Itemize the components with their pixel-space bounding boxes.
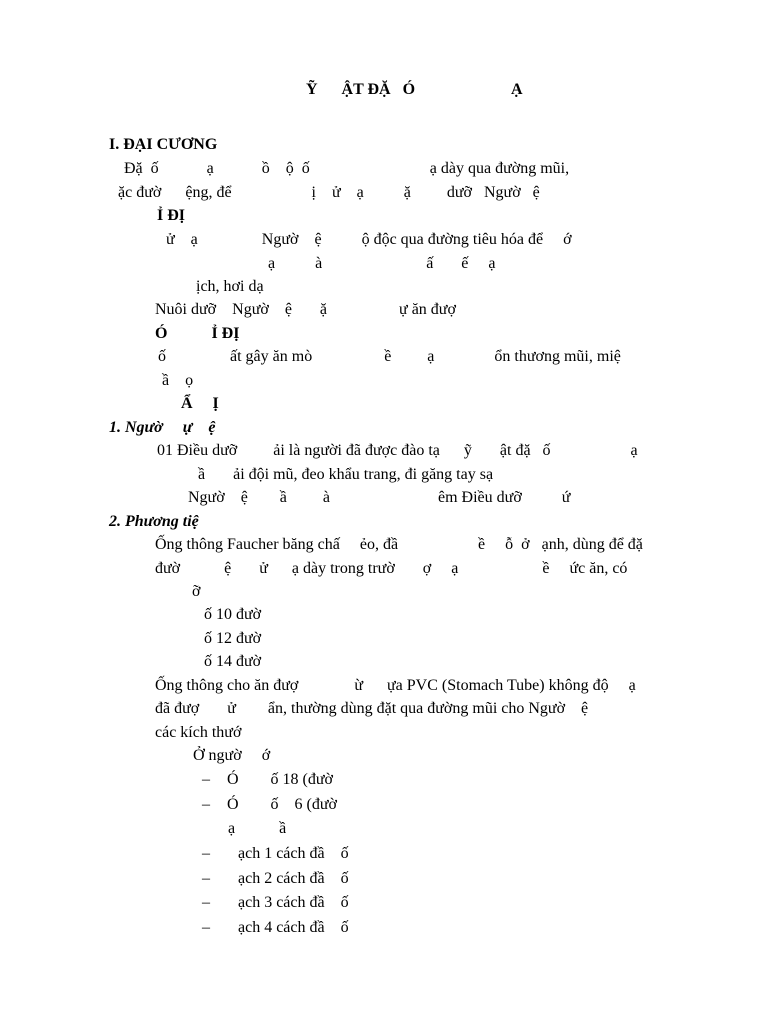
- nguoi-thuc-hien-line-1: 01 Điều dưỡ ải là người đã được đào tạ ỹ ật đặ ố ạ: [157, 442, 638, 459]
- chi-dinh-heading: Ỉ ĐỊ: [157, 207, 186, 224]
- list-dash: –: [202, 845, 210, 862]
- list-dash: –: [202, 771, 210, 788]
- size-item: ố 10 đườ: [204, 606, 262, 623]
- mark-item: ạch 2 cách đầ ố: [238, 870, 349, 887]
- mark-item: ạch 3 cách đầ ố: [238, 894, 349, 911]
- chi-dinh-line-1: ử ạ Ngườ ệ ộ độc qua đường tiêu hóa để ớ: [166, 231, 572, 248]
- stomach-tube-line-2: đã đượ ử ẩn, thường dùng đặt qua đường mũi cho Ngườ ệ: [155, 700, 589, 717]
- mark-item: ạch 1 cách đầ ố: [238, 845, 349, 862]
- section-heading-phuong-tien: 2. Phương tiệ: [109, 513, 199, 530]
- list-dash: –: [202, 919, 210, 936]
- size-item: ố 14 đườ: [204, 653, 262, 670]
- intro-line-2: ặc đườ ệng, để ị ử ạ ặ dưỡ Ngườ ệ: [118, 184, 540, 201]
- section-heading-nguoi-thuc-hien: 1. Ngườ ự ệ: [109, 419, 216, 436]
- faucher-line-1: Ống thông Faucher băng chấ ẻo, đầ ề ỗ ở ạnh, dùng để đặ: [155, 536, 643, 553]
- mark-item: ạch 4 cách đầ ố: [238, 919, 349, 936]
- list-dash: –: [202, 870, 210, 887]
- adult-item: Ó ố 18 (đườ: [227, 771, 334, 788]
- chong-chi-dinh-line-2: ầ ọ: [162, 372, 194, 389]
- chi-dinh-line-3: ịch, hơi dạ: [196, 278, 264, 295]
- stomach-tube-line-1: Ống thông cho ăn đượ ừ ựa PVC (Stomach Tube) không độ ạ: [155, 677, 636, 694]
- nguoi-thuc-hien-line-3: Ngườ ệ ầ à êm Điều dưỡ ứ: [188, 489, 571, 506]
- intro-line-1: Đặ ố ạ ồ ộ ố ạ dày qua đường mũi,: [124, 160, 570, 177]
- adult-item: Ó ố 6 (đườ: [227, 796, 338, 813]
- chi-dinh-line-2: ạ à ấ ế ạ: [268, 255, 496, 272]
- size-item: ố 12 đườ: [204, 630, 262, 647]
- section-heading-dai-cuong: I. ĐẠI CƯƠNG: [109, 136, 218, 153]
- nuoi-duong-line: Nuôi dưỡ Ngườ ệ ặ ự ăn đượ: [155, 301, 456, 318]
- list-dash: –: [202, 796, 210, 813]
- chong-chi-dinh-line-1: ố ất gây ăn mò ề ạ ổn thương mũi, miệ: [158, 348, 621, 365]
- document-title: Ỹ ẬT ĐẶ Ó Ạ: [306, 81, 523, 98]
- adult-label: Ở ngườ ớ: [193, 747, 271, 764]
- adult-sub-line: ạ ầ: [228, 820, 287, 837]
- faucher-line-2: đườ ệ ử ạ dày trong trườ ợ ạ ề ức ăn, có: [155, 560, 628, 577]
- chuan-bi-heading: Ẩ Ị: [181, 395, 219, 412]
- nguoi-thuc-hien-line-2: ầ ải đội mũ, đeo khẩu trang, đi găng tay sạ: [198, 466, 494, 483]
- stomach-tube-line-3: các kích thướ: [155, 724, 242, 741]
- faucher-line-3: ỡ: [192, 583, 201, 600]
- chong-chi-dinh-heading: Ó Ỉ ĐỊ: [155, 325, 240, 342]
- list-dash: –: [202, 894, 210, 911]
